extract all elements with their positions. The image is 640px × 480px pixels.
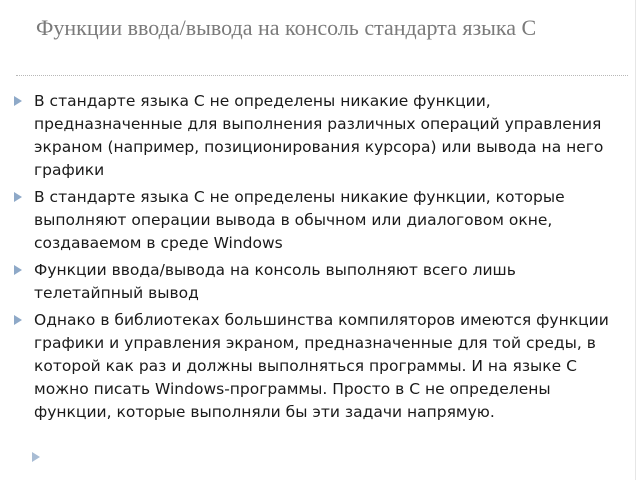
triangle-bullet-icon (14, 96, 22, 106)
bullet-item (12, 259, 612, 305)
bullet-list (12, 90, 612, 428)
bullet-item (12, 309, 612, 424)
bullet-item (12, 90, 612, 182)
bullet-text: В стандарте языка С не определены никакие функции, предназначенные для выполнения различных операций управления экраном (например, позиционирования курсора) или вывода на него графики (34, 92, 604, 179)
slide-edge (635, 0, 636, 480)
triangle-bullet-icon (14, 315, 22, 325)
bullet-text: Однако в библиотеках большинства компиляторов имеются функции графики и управления экраном, предназначенные для той среды, в которой как раз и должны выполняться программы. И на языке С можно писать Windows-программы. Просто в С не определены функции, которые выполняли бы эти задачи напрямую. (34, 311, 609, 421)
bullet-text: В стандарте языка С не определены никакие функции, которые выполняют операции вывода в обычном или диалоговом окне, создаваемом в среде Windows (34, 188, 565, 252)
triangle-bullet-icon (14, 192, 22, 202)
bullet-text: Функции ввода/вывода на консоль выполняют всего лишь телетайпный вывод (34, 261, 516, 302)
triangle-bullet-icon (14, 265, 22, 275)
bullet-item (12, 186, 612, 255)
empty-bullet-icon (32, 452, 40, 462)
slide-title: Функции ввода/вывода на консоль стандарта языка С (36, 15, 537, 40)
title-divider (16, 75, 628, 76)
